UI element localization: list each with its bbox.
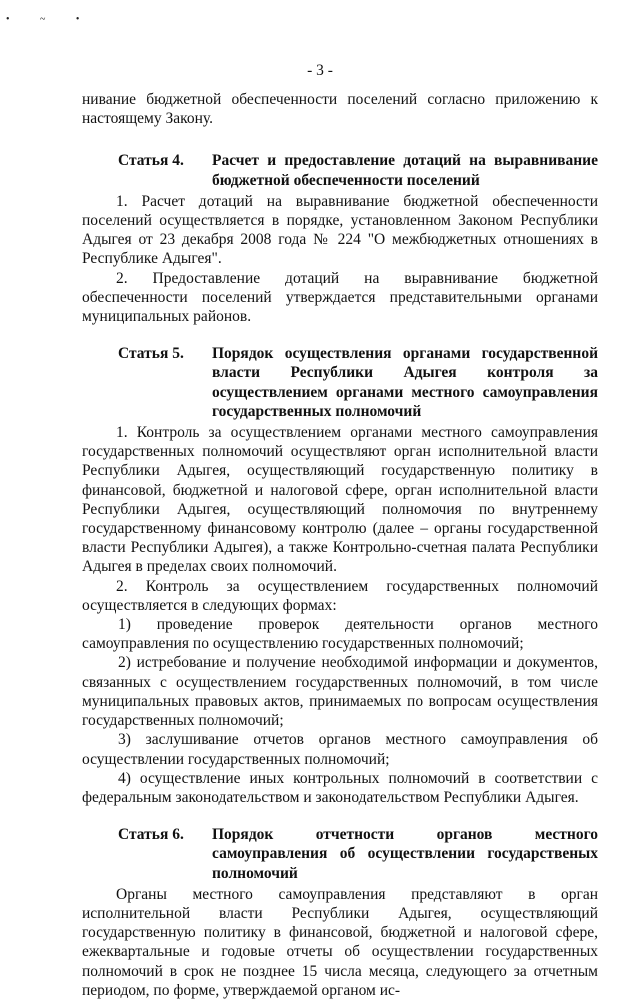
list-item: 1) проведение проверок деятельности органов местного самоуправления по осуществлению государственных полномочий; (82, 616, 598, 653)
paragraph: 1. Расчет дотаций на выравнивание бюджетной обеспеченности поселений осуществляется в порядке, установленном Законом Республики Адыгея от 23 декабря 2008 года № 224 "О межбюджетных отношениях в Республике Адыгея". (82, 192, 598, 268)
article-title: Порядок отчетности органов местного самоуправления об осуществлении государственых полномочий (212, 826, 598, 882)
article-title: Расчет и предоставление дотаций на выравнивание бюджетной обеспеченности поселений (212, 152, 598, 189)
article-heading (82, 344, 598, 421)
intro-paragraph: нивание бюджетной обеспеченности поселений согласно приложению к настоящему Закону. (82, 91, 598, 128)
article-label: Статья 5. (118, 345, 184, 363)
article-4 (82, 151, 598, 326)
paragraph: 2. Предоставление дотаций на выравнивание бюджетной обеспеченности поселений утверждается представительными органами муниципальных районов. (82, 269, 598, 326)
article-title: Порядок осуществления органами государственной власти Республики Адыгея контроля за осуществлением органами местного самоуправления государственных полномочий (212, 345, 598, 420)
list-item: 4) осуществление иных контрольных полномочий в соответствии с федеральным законодательством и законодательством Республики Адыгея. (82, 769, 598, 806)
list-item: 3) заслушивание отчетов органов местного самоуправления об осуществлении государственных полномочий; (82, 731, 598, 768)
page-number: - 3 - (307, 62, 333, 79)
paragraph: Органы местного самоуправления представляют в орган исполнительной власти Республики Адыгея, осуществляющий государственную политику в финансовой, бюджетной и налоговой сфере, ежеквартальные и годовые отчеты об осуществлении государственных полномочий в срок не позднее 15 числа месяца, следующего за отчетным периодом, по форме, утверждаемой органом ис- (82, 885, 598, 999)
article-label: Статья 4. (118, 152, 184, 170)
document-body (82, 90, 598, 1000)
paragraph: 1. Контроль за осуществлением органами местного самоуправления государственных полномочий осуществляют орган исполнительной власти Республики Адыгея, осуществляющий государственную политику в финансовой, бюджетной и налоговой сфере, орган исполнительной власти Республики Адыгея, осуществляющий полномочия по внутреннему государственному финансовому контролю (далее – органы государственной власти Республики Адыгея), а также Контрольно-счетная палата Республики Адыгея в пределах своих полномочий. (82, 424, 598, 576)
list-item: 2) истребование и получение необходимой информации и документов, связанных с осуществлением государственных полномочий, в том числе муниципальных правовых актов, принимаемых по вопросам осуществления государственных полномочий; (82, 654, 598, 730)
paragraph: 2. Контроль за осуществлением государственных полномочий осуществляется в следующих формах: (82, 577, 598, 614)
article-heading (82, 151, 598, 189)
article-label: Статья 6. (118, 826, 184, 844)
article-6 (82, 825, 598, 1000)
article-heading (82, 825, 598, 883)
scan-specks: • ~ • (6, 14, 94, 25)
article-5 (82, 344, 598, 807)
